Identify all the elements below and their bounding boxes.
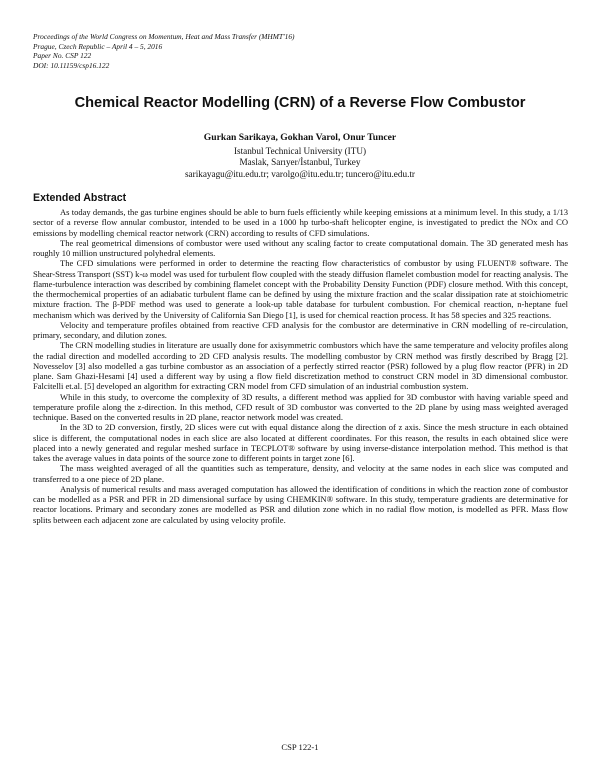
affiliation-address: Maslak, Sarıyer/İstanbul, Turkey <box>239 157 361 168</box>
paragraph: The CRN modelling studies in literature are usually done for axisymmetric combustors which have the same temperature and velocity profiles along the radial direction and modelled according to 2D CFD analysis results. The modelling combustor by CRN method was firstly described by Bragg [2]. Novesselov [3] also modelled a gas turbine combustor as an association of a perfectly stirred reactor (PSR) followed by a plug flow reactor (PFR) in 2D plane. Sam Ghazi-Hesami [4] used a different way by using a flow field discretization method to construct CRN model in 3D dimensional combustor. Falcitelli et.al. [5] developed an algorithm for extracting CRN model from CFD simulation of an industrial combustion system. <box>33 340 568 392</box>
paragraph: The CFD simulations were performed in order to determine the reacting flow characteristics of combustor by using FLUENT® software. The Shear-Stress Transport (SST) k-ω model was used for turbulent flow coupled with the steady diffusion flamelet combustion model for reacting analysis. The flame-turbulence interaction was described by combining flamelet concept with the Probability Density Function (PDF) closure method. With this concept, the thermochemical properties of an adiabatic turbulent flame can be defined by using the mixture fraction and the scalar dissipation rate at stoichiometric mixture fraction. The β-PDF method was used to generate a look-up table database for turbulent combustion. For chemical reaction, n-heptane fuel mechanism which was derived by the University of California San Diego [1], is used for chemical reaction process. It has 58 species and 325 reactions. <box>33 258 568 320</box>
proceedings-header <box>33 32 573 70</box>
header-line-doi: DOI: 10.11159/csp16.122 <box>33 60 110 70</box>
abstract-body <box>33 207 568 525</box>
paragraph: Analysis of numerical results and mass averaged computation has allowed the identification of conditions in which the reaction zone of combustor can be modelled as a PSR and PFR in 2D dimensional surface by using CHEMKIN® software. In this study, temperature gradients are determinative for reactor locations. Primary and secondary zones are modelled as PSR and dilution zone which in no radial flow motion, is modelled as PFR. Mass flow splits between each adjacent zone are calculated by using velocity profile. <box>33 483 568 525</box>
header-line-location: Prague, Czech Republic – April 4 – 5, 2016 <box>33 41 163 51</box>
section-heading: Extended Abstract <box>33 192 127 204</box>
paragraph: The real geometrical dimensions of combustor were used without any scaling factor to create computational domain. The 3D generated mesh has roughly 10 million unstructured polyhedral elements. <box>33 237 568 258</box>
paragraph: In the 3D to 2D conversion, firstly, 2D slices were cut with equal distance along the direction of z axis. Since the mesh structure in each obtained slice is different, the computational nodes in each slice are also located at different coordinates. For this reason, the results in each obtained slice were placed into a newly generated and regular meshed surface in TECPLOT® software by using inverse-distance interpolation method. This method is that takes the average values in data points of the source zone to different points in target zone [6]. <box>33 422 568 463</box>
paragraph: Velocity and temperature profiles obtained from reactive CFD analysis for the combustor are determinative in CRN modelling of re-circulation, primary, secondary, and dilution zones. <box>33 319 568 340</box>
paper-title: Chemical Reactor Modelling (CRN) of a Reverse Flow Combustor <box>74 95 526 111</box>
header-line-paper-no: Paper No. CSP 122 <box>33 51 92 61</box>
header-line-conference: Proceedings of the World Congress on Momentum, Heat and Mass Transfer (MHMT'16) <box>33 32 295 41</box>
paragraph: The mass weighted averaged of all the quantities such as temperature, density, and velocity at the same nodes in each slice was computed and transferred to a one piece of 2D plane. <box>33 463 568 484</box>
page-footer: CSP 122-1 <box>281 742 319 752</box>
paragraph: As today demands, the gas turbine engines should be able to burn fuels efficiently while keeping emissions at a minimum level. In this study, a 1/13 sector of a reverse flow annular combustor, intended to be used in a 1000 hp turbo-shaft helicopter engine, is investigated to predict the NOx and CO emissions by modelling chemical reactor network (CRN) according to results of CFD simulations. <box>33 207 568 238</box>
paragraph: While in this study, to overcome the complexity of 3D results, a different method was applied for 3D combustor with having variable speed and temperature profile along the z-direction. In this method, CFD result of 3D combustor was converted to the 2D plane by using mass weighted averaged technique. Based on the converted results in 2D plane, reactor network model was created. <box>33 391 568 422</box>
author-names: Gurkan Sarikaya, Gokhan Varol, Onur Tuncer <box>203 132 397 143</box>
affiliation-institution: Istanbul Technical University (ITU) <box>233 145 367 156</box>
author-block <box>0 132 600 180</box>
author-emails: sarikayagu@itu.edu.tr; varolgo@itu.edu.tr; tuncero@itu.edu.tr <box>184 168 415 179</box>
